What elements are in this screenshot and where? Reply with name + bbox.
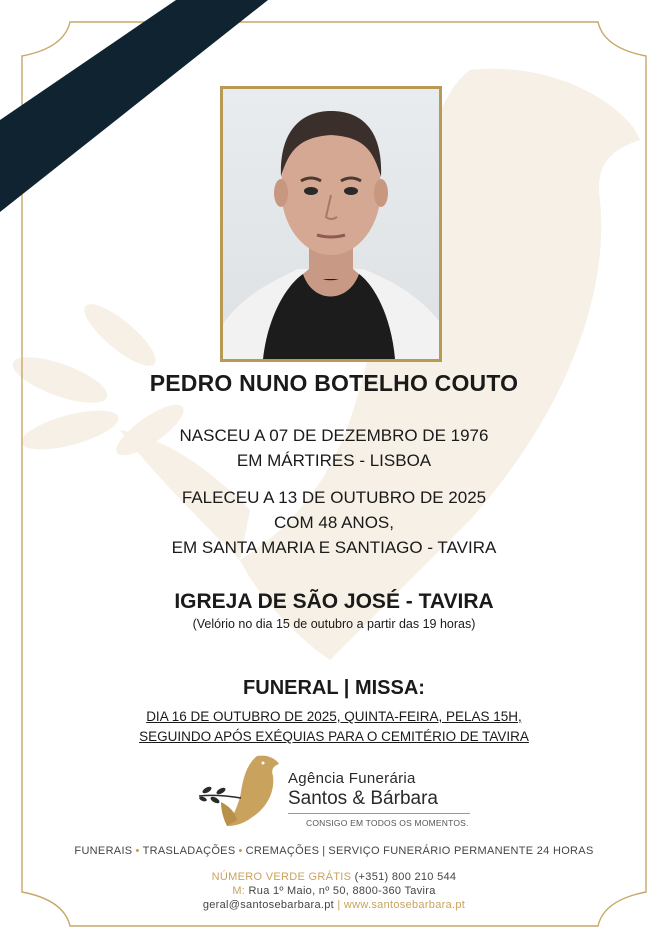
funeral-detail [0,707,668,747]
death-place: EM SANTA MARIA E SANTIAGO - TAVIRA [171,538,497,557]
deceased-name: PEDRO NUNO BOTELHO COUTO [149,370,519,396]
service-transfers: TRASLADAÇÕES [142,845,236,857]
logo-divider [288,813,470,814]
funeral-title: FUNERAL | MISSA: [243,677,425,699]
funeral-line-1: DIA 16 DE OUTUBRO DE 2025, QUINTA-FEIRA, PELAS 15H, [146,709,522,724]
phone-line [0,870,668,884]
separator-dot: • [238,845,243,857]
address: Rua 1º Maio, nº 50, 8800-360 Tavira [248,885,436,897]
funeral-line-2: SEGUINDO APÓS EXÉQUIAS PARA O CEMITÉRIO DE TAVIRA [139,729,529,744]
email-link[interactable]: geral@santosebarbara.pt [202,899,335,911]
death-age: COM 48 ANOS, [274,513,394,532]
birth-place: EM MÁRTIRES - LISBOA [236,451,432,470]
phone-label: NÚMERO VERDE GRÁTIS [211,871,352,883]
agency-tagline: CONSIGO EM TODOS OS MOMENTOS. [306,818,469,828]
address-line [0,884,668,898]
agency-label: Agência Funerária [288,770,416,787]
separator-dot: • [135,845,140,857]
death-date: FALECEU A 13 DE OUTUBRO DE 2025 [181,488,487,507]
service-permanent: SERVIÇO FUNERÁRIO PERMANENTE 24 HORAS [328,845,594,857]
separator-bar: | [322,845,326,857]
phone-number[interactable]: (+351) 800 210 544 [354,871,457,883]
birth-info [0,423,668,473]
service-cremations: CREMAÇÕES [245,845,320,857]
portrait-photo [220,86,442,362]
address-label: M: [232,885,246,897]
death-info [0,485,668,560]
service-funerals: FUNERAIS [74,845,133,857]
email-web-line [0,898,668,912]
wake-place: IGREJA DE SÃO JOSÉ - TAVIRA [174,590,494,613]
website-link[interactable]: www.santosebarbara.pt [343,899,466,911]
wake-note: (Velório no dia 15 de outubro a partir das 19 horas) [192,617,476,631]
birth-date: NASCEU A 07 DE DEZEMBRO DE 1976 [179,426,489,445]
agency-name: Santos & Bárbara [288,788,438,809]
separator-bar: | [337,899,341,911]
services-list [0,845,668,857]
